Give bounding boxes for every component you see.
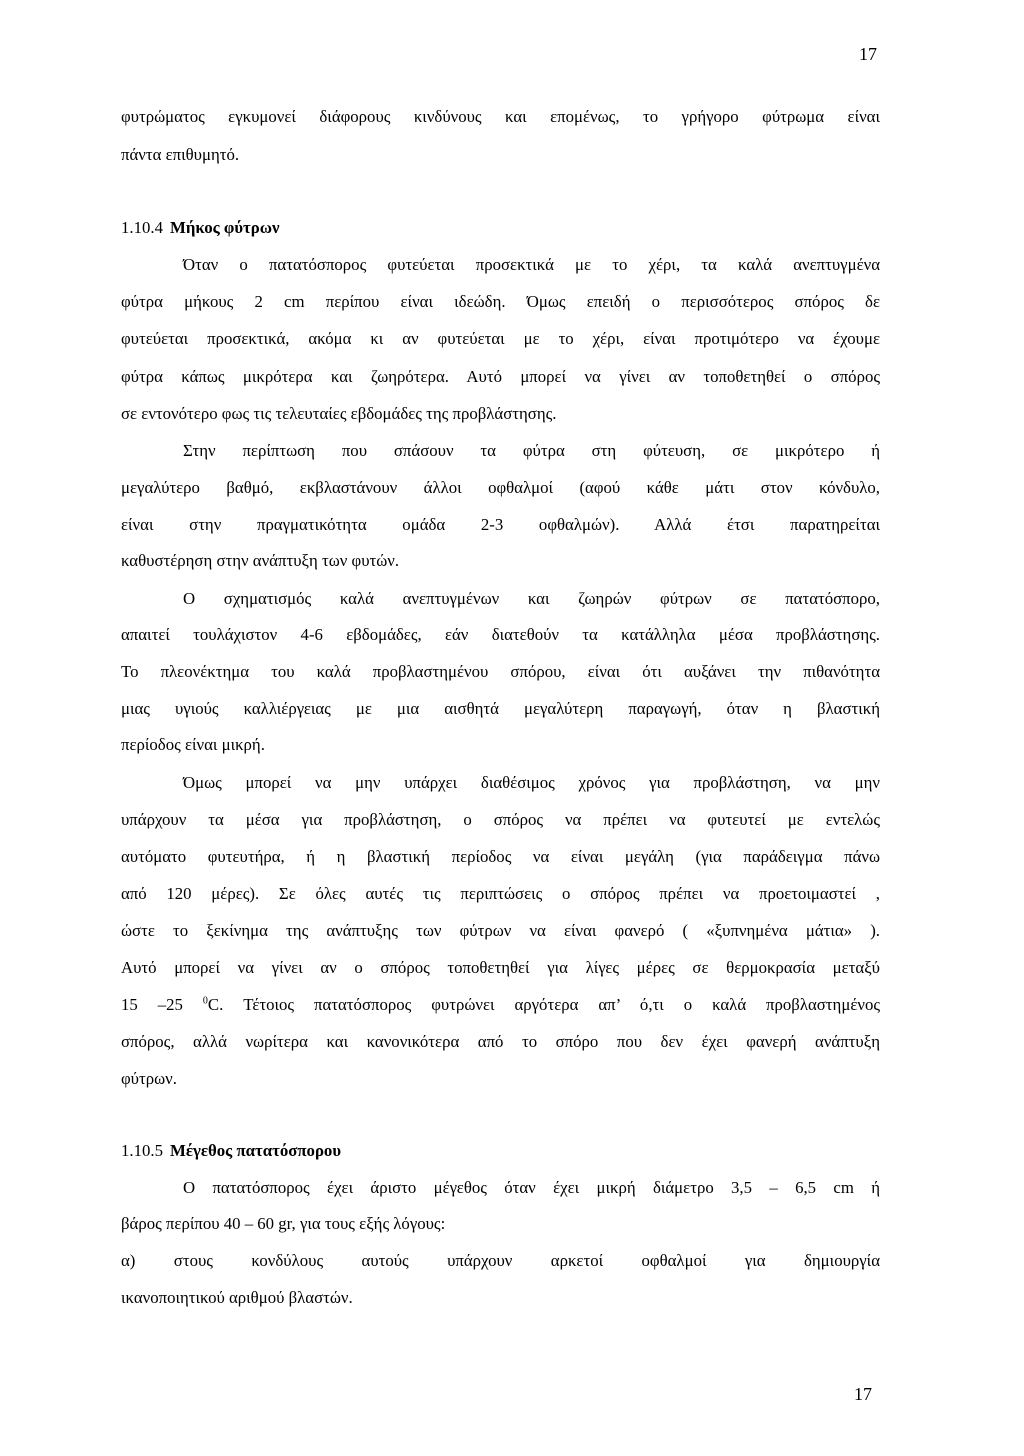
text-line: Όμως μπορεί να μην υπάρχει διαθέσιμος χρόνος για προβλάστηση, να μην bbox=[183, 773, 880, 792]
text-line bbox=[121, 994, 880, 1016]
section-number: 1.10.4 bbox=[121, 218, 163, 237]
text-line: Ο πατατόσπορος έχει άριστο μέγεθος όταν έχει μικρή διάμετρο 3,5 – 6,5 cm ή bbox=[183, 1178, 880, 1197]
text-line: υπάρχουν τα μέσα για προβλάστηση, ο σπόρος να πρέπει να φυτευτεί με εντελώς bbox=[121, 810, 880, 829]
page-number-top: 17 bbox=[859, 44, 877, 64]
text-line: φύτρων. bbox=[121, 1069, 177, 1088]
text-line: είναι στην πραγματικότητα ομάδα 2-3 οφθαλμών). Αλλά έτσι παρατηρείται bbox=[121, 515, 880, 534]
text-line: φυτρώματος εγκυμονεί διάφορους κινδύνους και επομένως, το γρήγορο φύτρωμα είναι bbox=[121, 107, 880, 126]
text-line: Ο σχηματισμός καλά ανεπτυγμένων και ζωηρών φύτρων σε πατατόσπορο, bbox=[183, 589, 880, 608]
text-line: α) στους κονδύλους αυτούς υπάρχουν αρκετοί οφθαλμοί για δημιουργία bbox=[121, 1251, 880, 1270]
text-line: πάντα επιθυμητό. bbox=[121, 145, 240, 164]
text-line: Αυτό μπορεί να γίνει αν ο σπόρος τοποθετηθεί για λίγες μέρες σε θερμοκρασία μεταξύ bbox=[121, 958, 880, 977]
section-number: 1.10.5 bbox=[121, 1141, 163, 1160]
text-line: βάρος περίπου 40 – 60 gr, για τους εξής λόγους: bbox=[121, 1214, 446, 1233]
text-line: ώστε το ξεκίνημα της ανάπτυξης των φύτρων να είναι φανερό ( «ξυπνημένα μάτια» ). bbox=[121, 921, 880, 940]
text-line: Το πλεονέκτημα του καλά προβλαστημένου σπόρου, είναι ότι αυξάνει την πιθανότητα bbox=[121, 662, 880, 681]
section-title: Μήκος φύτρων bbox=[170, 218, 280, 237]
text-line: Στην περίπτωση που σπάσουν τα φύτρα στη φύτευση, σε μικρότερο ή bbox=[183, 441, 880, 460]
text-line: φύτρα κάπως μικρότερα και ζωηρότερα. Αυτό μπορεί να γίνει αν τοποθετηθεί ο σπόρος bbox=[121, 367, 880, 386]
text-line: σε εντονότερο φως τις τελευταίες εβδομάδες της προβλάστησης. bbox=[121, 404, 557, 423]
text-line: Όταν ο πατατόσπορος φυτεύεται προσεκτικά με το χέρι, τα καλά ανεπτυγμένα bbox=[183, 255, 880, 274]
section-title: Μέγεθος πατατόσπορου bbox=[170, 1141, 342, 1160]
text-line: καθυστέρηση στην ανάπτυξη των φυτών. bbox=[121, 551, 400, 570]
text-line: φυτεύεται προσεκτικά, ακόμα κι αν φυτεύεται με το χέρι, είναι προτιμότερο να έχουμε bbox=[121, 329, 880, 348]
degree-mark: 0 bbox=[202, 995, 208, 1007]
text-line: από 120 μέρες). Σε όλες αυτές τις περιπτώσεις ο σπόρος πρέπει να προετοιμαστεί , bbox=[121, 884, 880, 903]
section-heading-1-10-4 bbox=[121, 217, 880, 239]
text-line: φύτρα μήκους 2 cm περίπου είναι ιδεώδη. Όμως επειδή ο περισσότερος σπόρος δε bbox=[121, 292, 880, 311]
text-span: C. Τέτοιος πατατόσπορος φυτρώνει αργότερα απ’ ό,τι ο καλά προβλαστημένος bbox=[207, 995, 880, 1014]
page-number-bottom: 17 bbox=[854, 1384, 872, 1404]
text-line: απαιτεί τουλάχιστον 4-6 εβδομάδες, εάν διατεθούν τα κατάλληλα μέσα προβλάστησης. bbox=[121, 625, 880, 644]
text-line: σπόρος, αλλά νωρίτερα και κανονικότερα από το σπόρο που δεν έχει φανερή ανάπτυξη bbox=[121, 1032, 880, 1051]
text-line: ικανοποιητικού αριθμού βλαστών. bbox=[121, 1288, 353, 1307]
text-line: μιας υγιούς καλλιέργειας με μια αισθητά μεγαλύτερη παραγωγή, όταν η βλαστική bbox=[121, 699, 880, 718]
text-line: μεγαλύτερο βαθμό, εκβλαστάνουν άλλοι οφθαλμοί (αφού κάθε μάτι στον κόνδυλο, bbox=[121, 478, 880, 497]
section-heading-1-10-5 bbox=[121, 1140, 880, 1162]
temperature-range: 15 –25 bbox=[121, 995, 203, 1014]
text-line: περίοδος είναι μικρή. bbox=[121, 735, 265, 754]
text-line: αυτόματο φυτευτήρα, ή η βλαστική περίοδος να είναι μεγάλη (για παράδειγμα πάνω bbox=[121, 847, 880, 866]
